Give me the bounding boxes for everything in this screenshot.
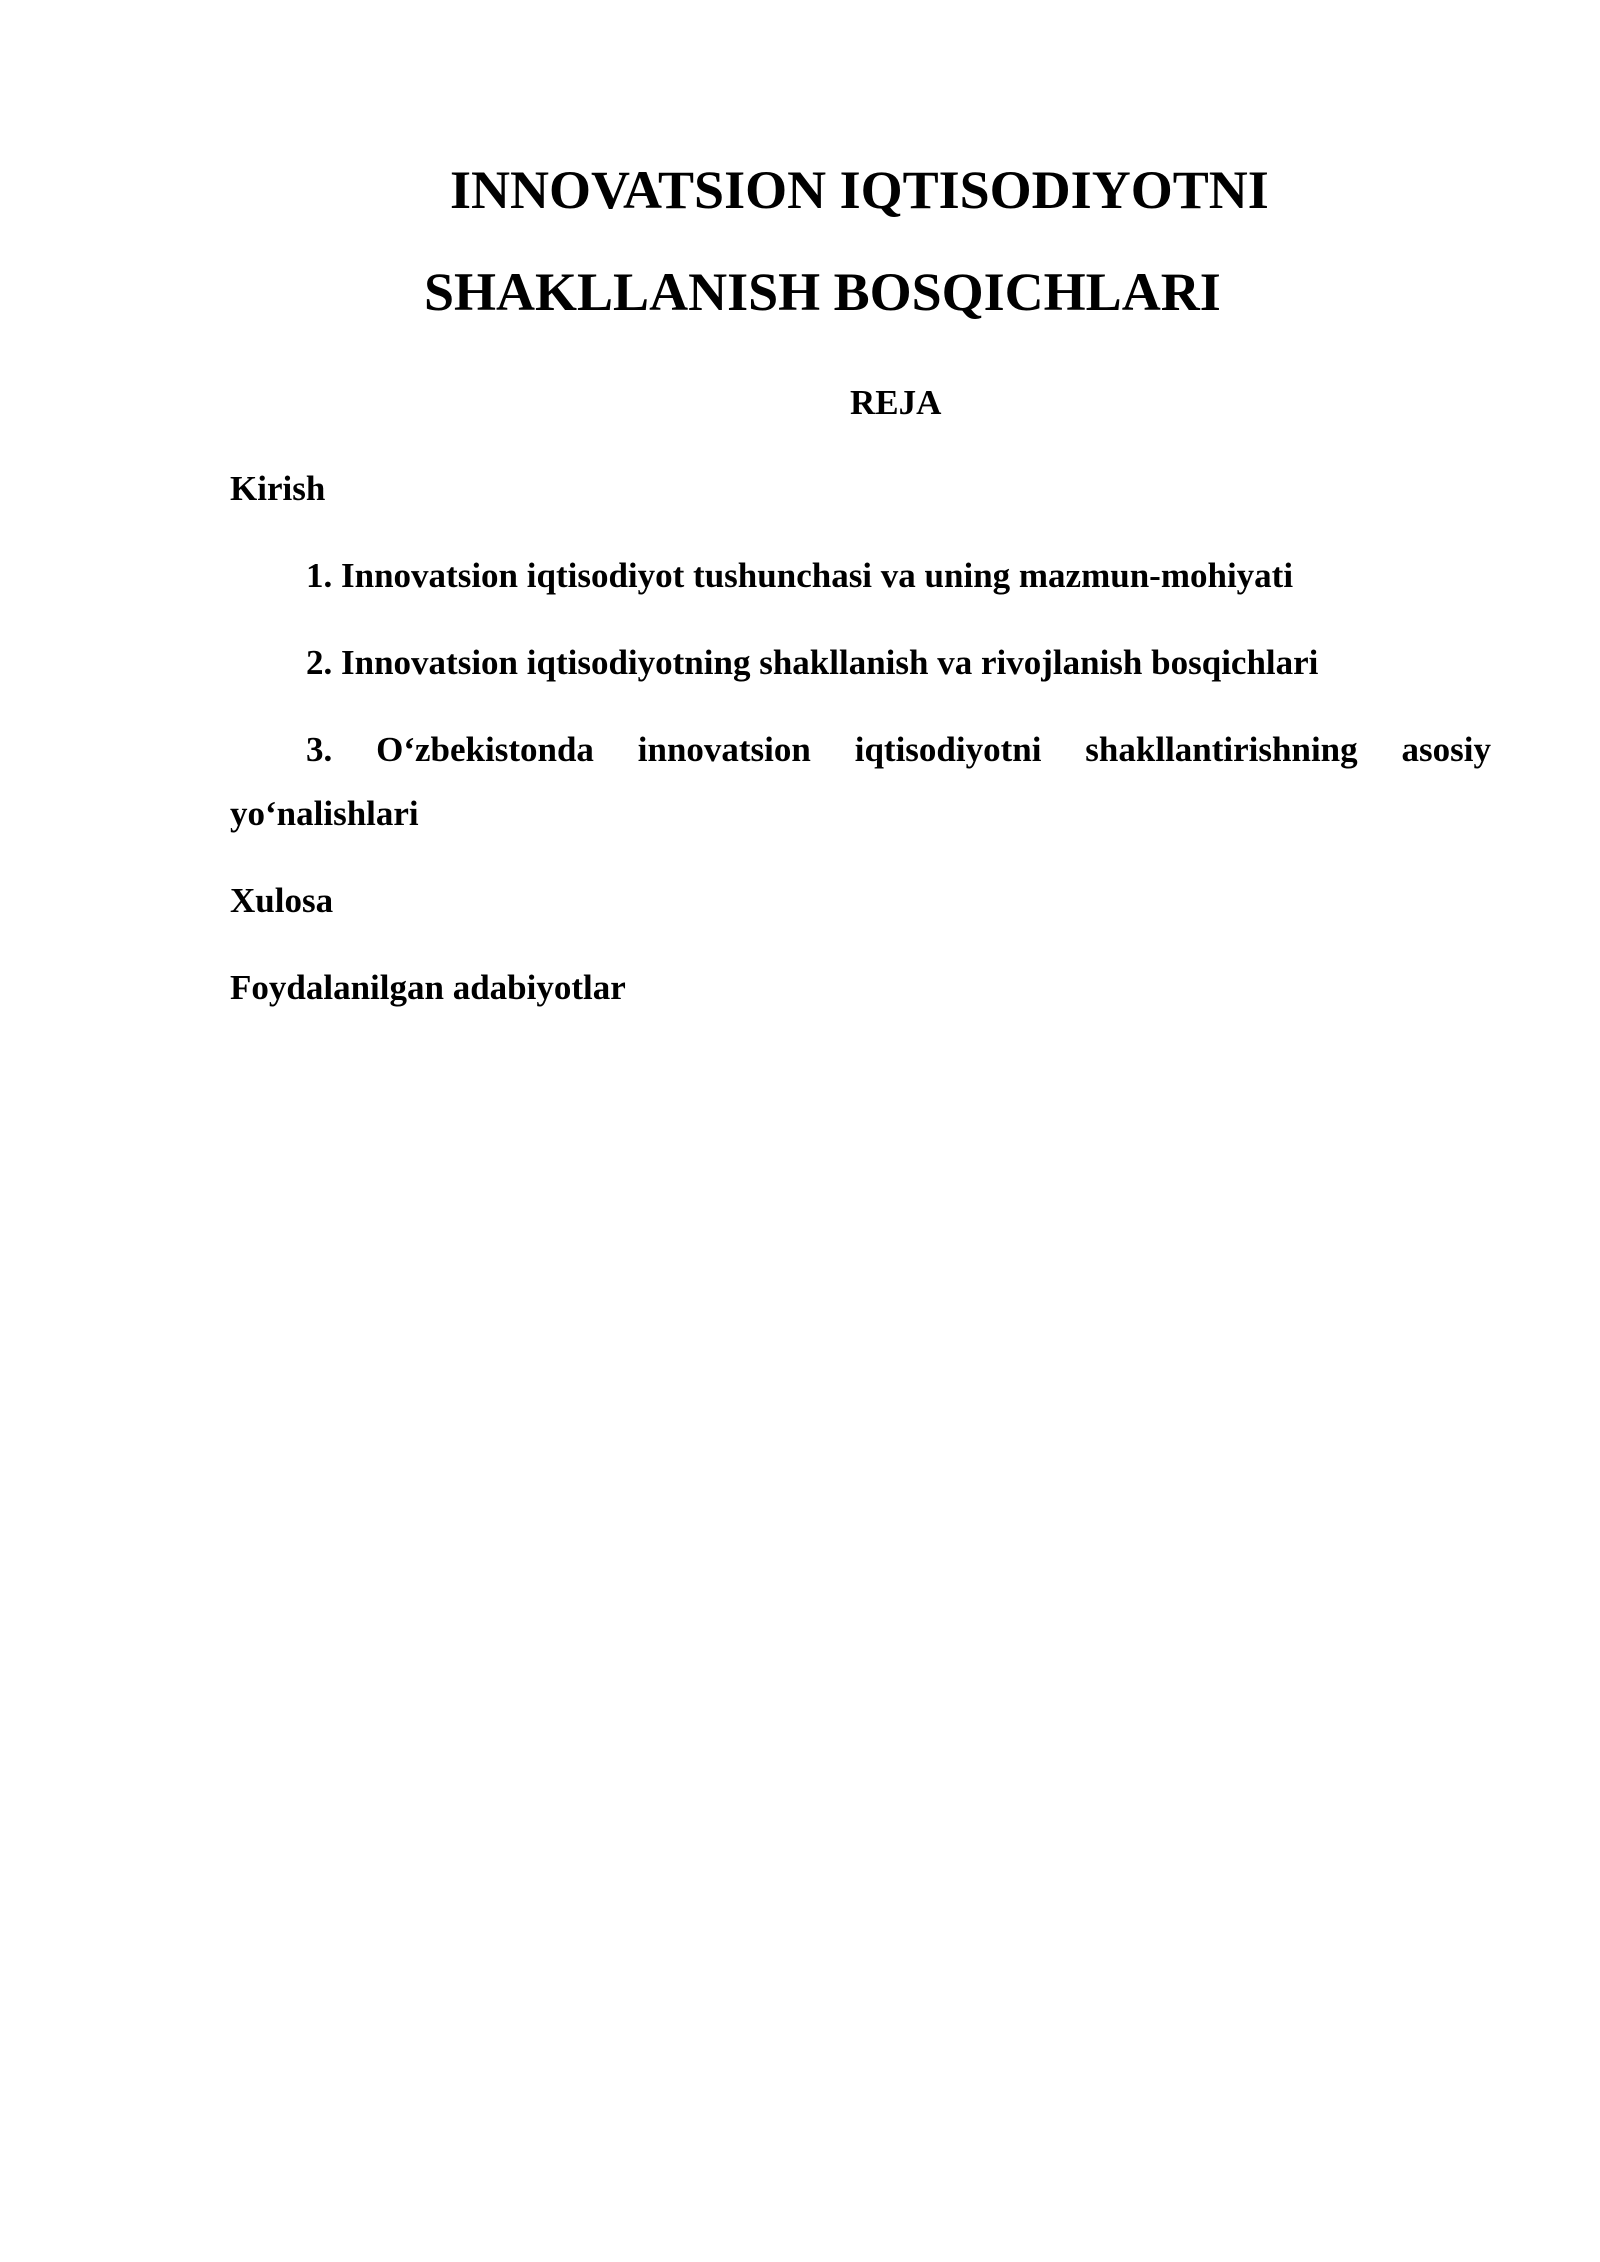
plan-item-1: 1. Innovatsion iqtisodiyot tushunchasi va uning mazmun-mohiyati [306, 556, 1294, 595]
plan-item-references: Foydalanilgan adabiyotlar [230, 968, 626, 1007]
plan-item-3-continuation: yo‘nalishlari [230, 794, 419, 833]
plan-item-3 [306, 725, 1491, 775]
plan-item-conclusion: Xulosa [230, 881, 334, 920]
plan-item-3-word: iqtisodiyotni [854, 730, 1042, 769]
plan-item-intro: Kirish [230, 469, 326, 508]
plan-item-3-word: shakllantirishning [1085, 730, 1358, 769]
plan-item-3-word: innovatsion [637, 730, 811, 769]
title-text-1: INNOVATSION IQTISODIYOTNI [450, 160, 1269, 220]
plan-heading: REJA [850, 383, 942, 422]
plan-item-3-word: O‘zbekistonda [376, 730, 594, 769]
plan-item-3-word: asosiy [1401, 730, 1491, 769]
plan-item-2: 2. Innovatsion iqtisodiyotning shakllanish va rivojlanish bosqichlari [306, 643, 1319, 682]
plan-item-3-word: 3. [306, 730, 333, 769]
title-text-2: SHAKLLANISH BOSQICHLARI [424, 262, 1221, 322]
